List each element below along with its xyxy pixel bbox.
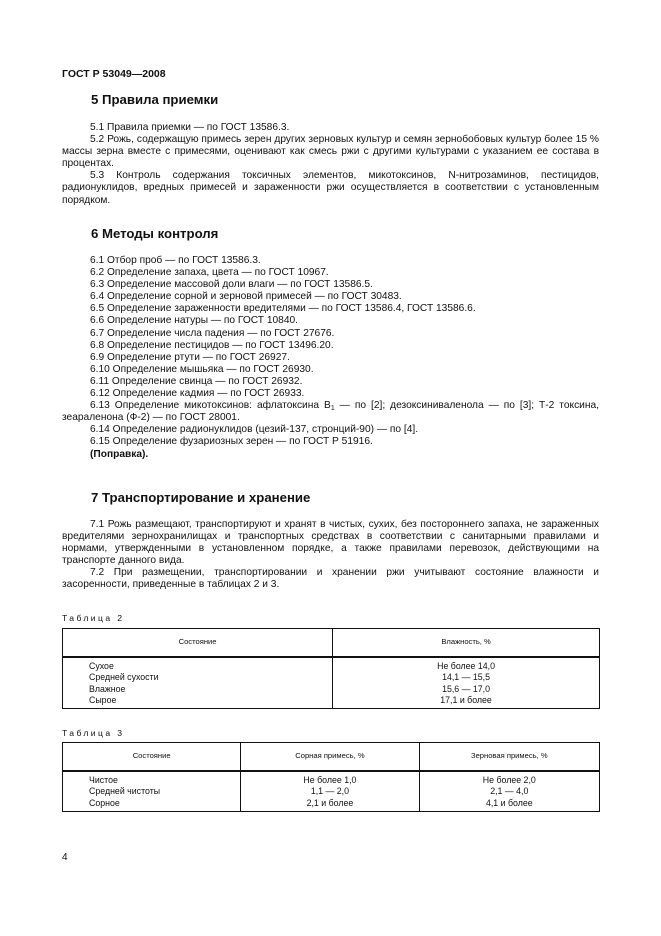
section-7-body <box>62 519 599 592</box>
table-row: Средней сухости 14,1 — 15,5 <box>63 672 600 683</box>
paragraph-7-2: 7.2 При размещении, транспортировании и хранении ржи учитывают состояние влажности и засоренности, приведенные в таблицах 2 и 3. <box>62 567 599 591</box>
column-header: Состояние <box>63 743 241 772</box>
method-item-6-13: 6.13 Определение микотоксинов: афлатоксина $В_1$ — по [2]; дезоксиниваленола — по [3]; Т-2 токсина, зеараленона (Ф-2) — по ГОСТ 28001. <box>62 400 599 424</box>
table-2-caption: Таблица 2 <box>62 613 125 623</box>
paragraph-5-1: 5.1 Правила приемки — по ГОСТ 13586.3. <box>90 122 290 133</box>
column-header: Влажность, % <box>333 629 600 658</box>
table-row: Чистое Не более 1,0 Не более 2,0 <box>63 771 600 786</box>
table-3-caption: Таблица 3 <box>62 728 125 738</box>
method-item-6-10: 6.10 Определение мышьяка — по ГОСТ 26930. <box>90 363 314 375</box>
method-item-6-4: 6.4 Определение сорной и зерновой примесей — по ГОСТ 30483. <box>90 291 402 303</box>
page-number: 4 <box>62 852 68 863</box>
table-row: Влажное 15,6 — 17,0 <box>63 684 600 695</box>
section-6-body <box>62 255 599 461</box>
table-3-impurities <box>62 742 600 812</box>
paragraph-7-1: 7.1 Рожь размещают, транспортируют и хранят в чистых, сухих, без постороннего запаха, не зараженных вредителями зернохранилищах и транспортных средствах в соответствии с санитарными правилами и нормами, утвержденными в установленном порядке, а также правилами перевозок, действующими на транспорте данного вида. <box>62 519 599 567</box>
paragraph-5-3: 5.3 Контроль содержания токсичных элементов, микотоксинов, N-нитрозаминов, пестицидов, радионуклидов, вредных примесей и зараженности ржи осуществляется в соответствии с установленным порядком. <box>62 170 599 206</box>
table-2-moisture <box>62 628 600 709</box>
table-row: Средней чистоты 1,1 — 2,0 2,1 — 4,0 <box>63 786 600 797</box>
table-row: Сырое 17,1 и более <box>63 695 600 709</box>
method-item-6-9: 6.9 Определение ртути — по ГОСТ 26927. <box>90 351 290 363</box>
method-item-6-7: 6.7 Определение числа падения — по ГОСТ 27676. <box>90 327 335 339</box>
paragraph-5-2: 5.2 Рожь, содержащую примесь зерен других зерновых культур и семян зернобобовых культур более 15 % массы зерна вместе с примесями, оценивают как смесь ржи с другими культурами с указанием ее состава в процентах. <box>62 134 599 170</box>
document-header: ГОСТ Р 53049—2008 <box>62 68 166 80</box>
method-item-6-14: 6.14 Определение радионуклидов (цезий-137, стронций-90) — по [4]. <box>90 424 419 436</box>
column-header: Зерновая примесь, % <box>419 743 599 772</box>
amendment-note: (Поправка). <box>90 448 149 460</box>
section-7-title: 7 Транспортирование и хранение <box>91 490 311 505</box>
method-item-6-11: 6.11 Определение свинца — по ГОСТ 26932. <box>90 375 303 387</box>
method-item-6-8: 6.8 Определение пестицидов — по ГОСТ 13496.20. <box>90 339 334 351</box>
table-row: Сухое Не более 14,0 <box>63 657 600 672</box>
method-item-6-5: 6.5 Определение зараженности вредителями — по ГОСТ 13586.4, ГОСТ 13586.6. <box>90 303 476 315</box>
method-item-6-3: 6.3 Определение массовой доли влаги — по ГОСТ 13586.5. <box>90 279 373 291</box>
section-5-title: 5 Правила приемки <box>91 92 219 107</box>
method-item-6-6: 6.6 Определение натуры — по ГОСТ 10840. <box>90 315 299 327</box>
table-row: Сорное 2,1 и более 4,1 и более <box>63 798 600 812</box>
method-item-6-1: 6.1 Отбор проб — по ГОСТ 13586.3. <box>90 255 261 266</box>
column-header: Состояние <box>63 629 333 658</box>
column-header: Сорная примесь, % <box>241 743 419 772</box>
section-5-body <box>62 122 599 207</box>
method-item-6-2: 6.2 Определение запаха, цвета — по ГОСТ 10967. <box>90 267 329 279</box>
section-6-title: 6 Методы контроля <box>91 226 219 241</box>
method-item-6-12: 6.12 Определение кадмия — по ГОСТ 26933. <box>90 388 305 400</box>
method-item-6-15: 6.15 Определение фузариозных зерен — по ГОСТ Р 51916. <box>90 436 373 448</box>
